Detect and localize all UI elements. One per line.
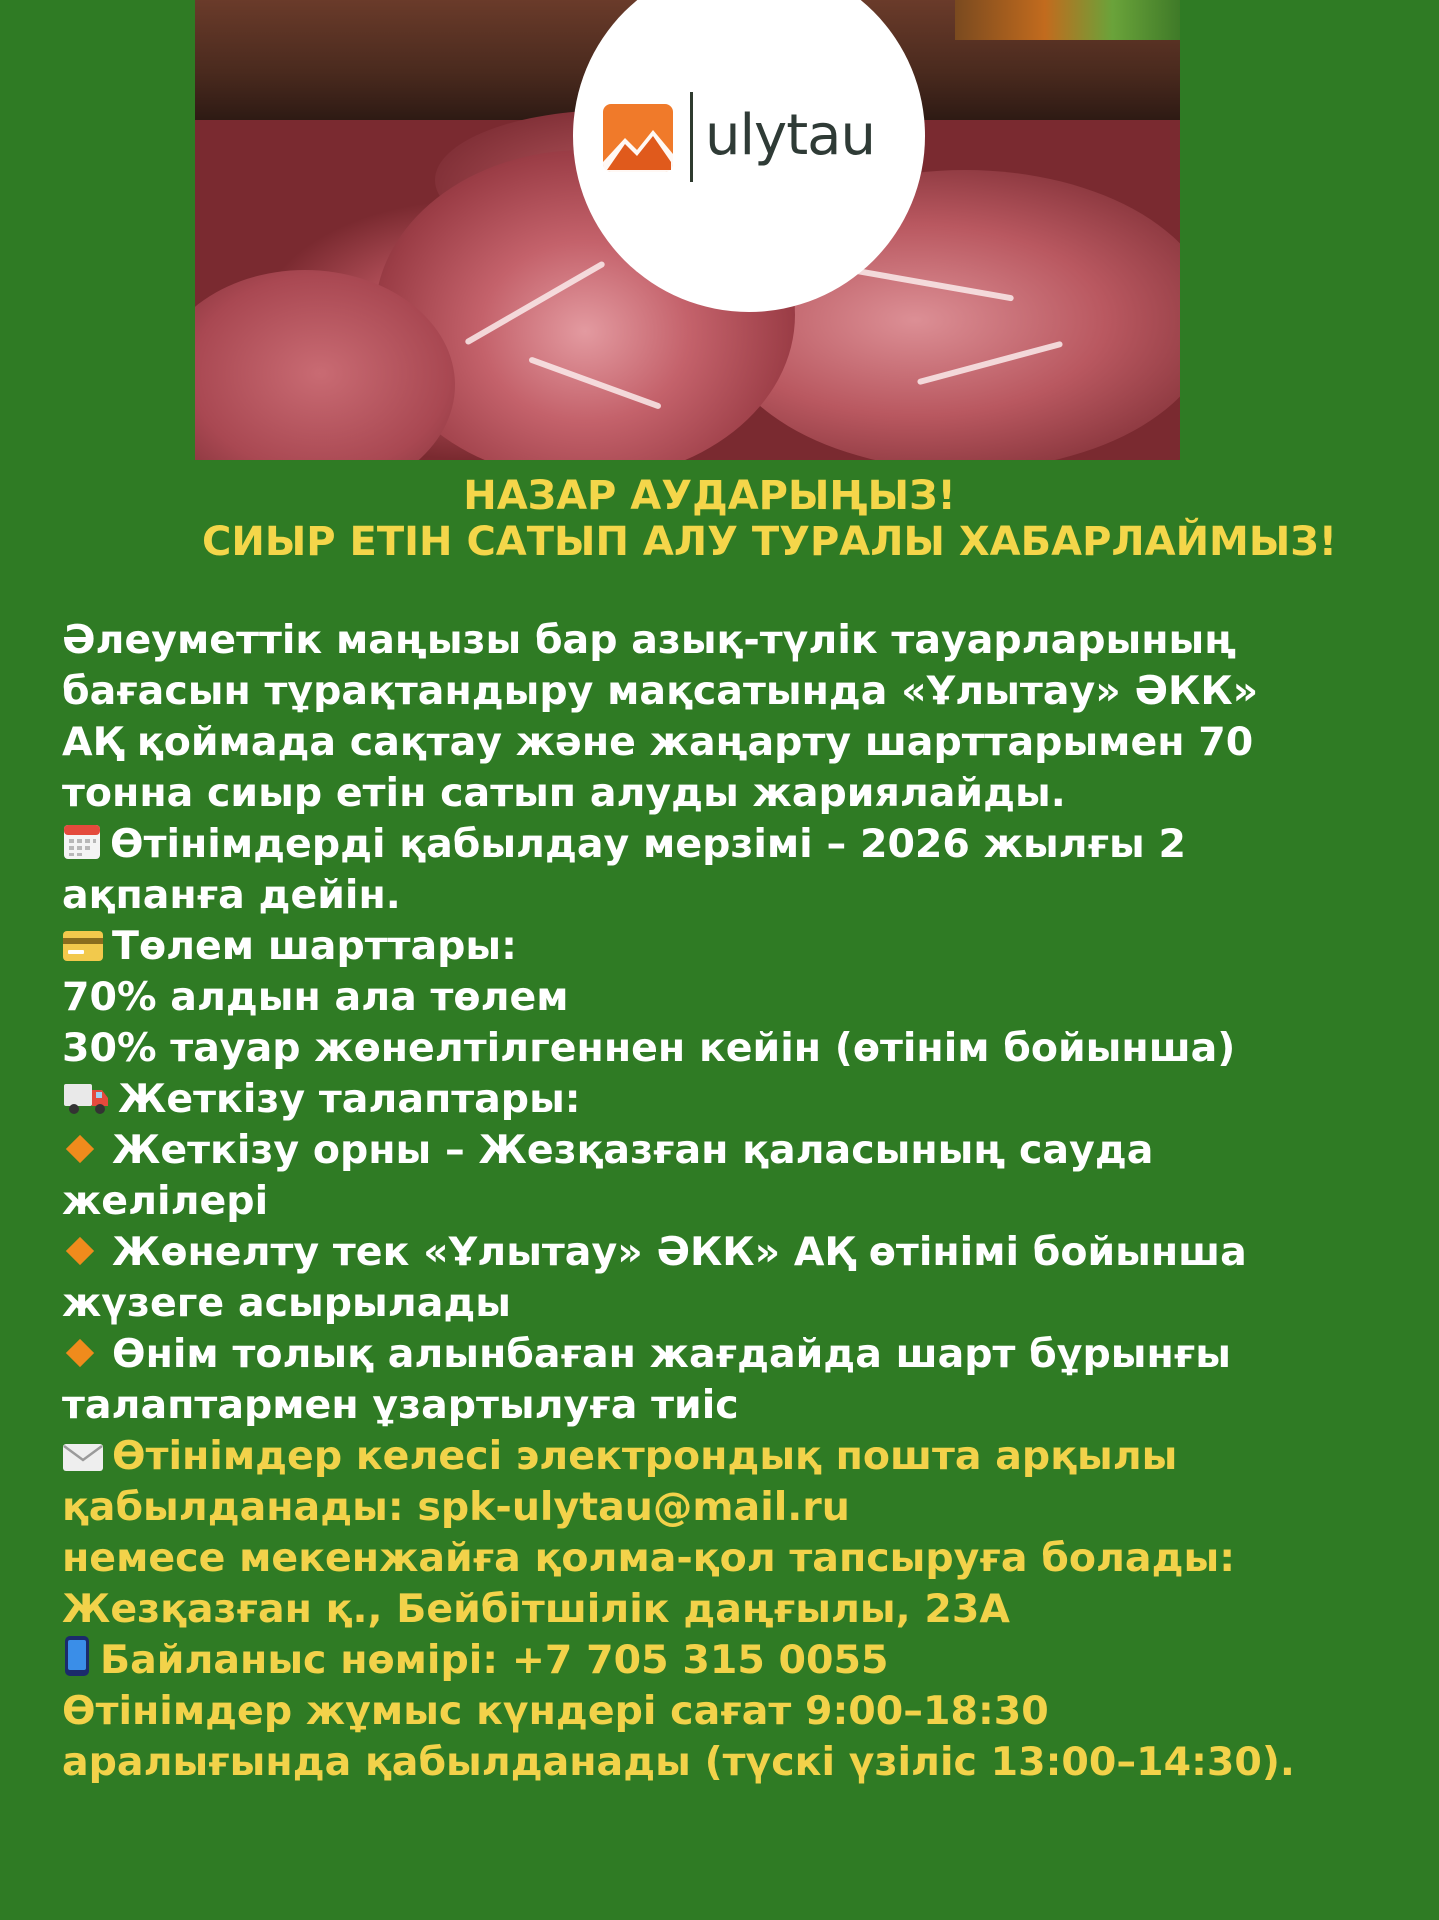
delivery-bullet-continuation: желілері	[62, 1178, 269, 1224]
delivery-bullet	[62, 1227, 1422, 1278]
delivery-title: Жеткізу талаптары:	[118, 1076, 581, 1122]
delivery-bullet-continuation: жүзеге асырылады	[62, 1280, 511, 1326]
payment-title-line	[62, 921, 1422, 972]
envelope-icon	[62, 1441, 104, 1473]
delivery-title-line	[62, 1074, 1422, 1125]
phone-text[interactable]: Байланыс нөмірі: +7 705 315 0055	[100, 1637, 889, 1683]
mobile-phone-icon	[62, 1635, 92, 1677]
deadline-line	[62, 819, 1422, 870]
delivery-truck-icon	[62, 1080, 110, 1116]
orange-diamond-icon	[66, 1237, 94, 1265]
phone-line	[62, 1635, 1422, 1686]
address-line: немесе мекенжайға қолма-қол тапсыруға болады:	[62, 1535, 1235, 1581]
intro-line: бағасын тұрақтандыру мақсатында «Ұлытау» ӘКК»	[62, 668, 1259, 714]
delivery-bullet	[62, 1329, 1422, 1380]
email-text: Өтінімдер келесі электрондық пошта арқылы	[112, 1433, 1178, 1479]
headline-announcement: СИЫР ЕТІН САТЫП АЛУ ТУРАЛЫ ХАБАРЛАЙМЫЗ!	[202, 519, 1337, 565]
calendar-icon	[62, 821, 102, 861]
credit-card-icon	[62, 929, 104, 963]
delivery-bullet-text: Жеткізу орны – Жезқазған қаласының сауда	[112, 1127, 1154, 1173]
delivery-bullet-text: Өнім толық алынбаған жағдайда шарт бұрынғы	[112, 1331, 1231, 1377]
brand-name: ulytau	[705, 103, 875, 168]
intro-line: Әлеуметтік маңызы бар азық-түлік тауарларының	[62, 617, 1237, 663]
payment-title: Төлем шарттары:	[112, 923, 517, 969]
mountain-logo-icon	[603, 104, 673, 172]
deadline-line: ақпанға дейін.	[62, 872, 401, 918]
logo-divider	[690, 92, 693, 182]
vegetables	[955, 0, 1180, 40]
hours-line: аралығында қабылданады (түскі үзіліс 13:00–14:30).	[62, 1739, 1295, 1785]
orange-diamond-icon	[66, 1135, 94, 1163]
intro-line: АҚ қоймада сақтау және жаңарту шарттарымен 70	[62, 719, 1254, 765]
address-line: Жезқазған қ., Бейбітшілік даңғылы, 23А	[62, 1586, 1010, 1632]
delivery-bullet	[62, 1125, 1422, 1176]
payment-line: 70% алдын ала төлем	[62, 974, 569, 1020]
orange-diamond-icon	[66, 1339, 94, 1367]
hours-line: Өтінімдер жұмыс күндері сағат 9:00–18:30	[62, 1688, 1049, 1734]
email-line	[62, 1431, 1422, 1482]
headline-attention: НАЗАР АУДАРЫҢЫЗ!	[463, 473, 956, 519]
delivery-bullet-text: Жөнелту тек «Ұлытау» ӘКК» АҚ өтінімі бойынша	[112, 1229, 1247, 1275]
deadline-text: Өтінімдерді қабылдау мерзімі – 2026 жылғы 2	[110, 821, 1187, 867]
delivery-bullet-continuation: талаптармен ұзартылуға тиіс	[62, 1382, 739, 1428]
email-address-line[interactable]: қабылданады: spk-ulytau@mail.ru	[62, 1484, 850, 1530]
announcement-body	[62, 615, 1422, 1788]
intro-line: тонна сиыр етін сатып алуды жариялайды.	[62, 770, 1066, 816]
payment-line: 30% тауар жөнелтілгеннен кейін (өтінім бойынша)	[62, 1025, 1236, 1071]
